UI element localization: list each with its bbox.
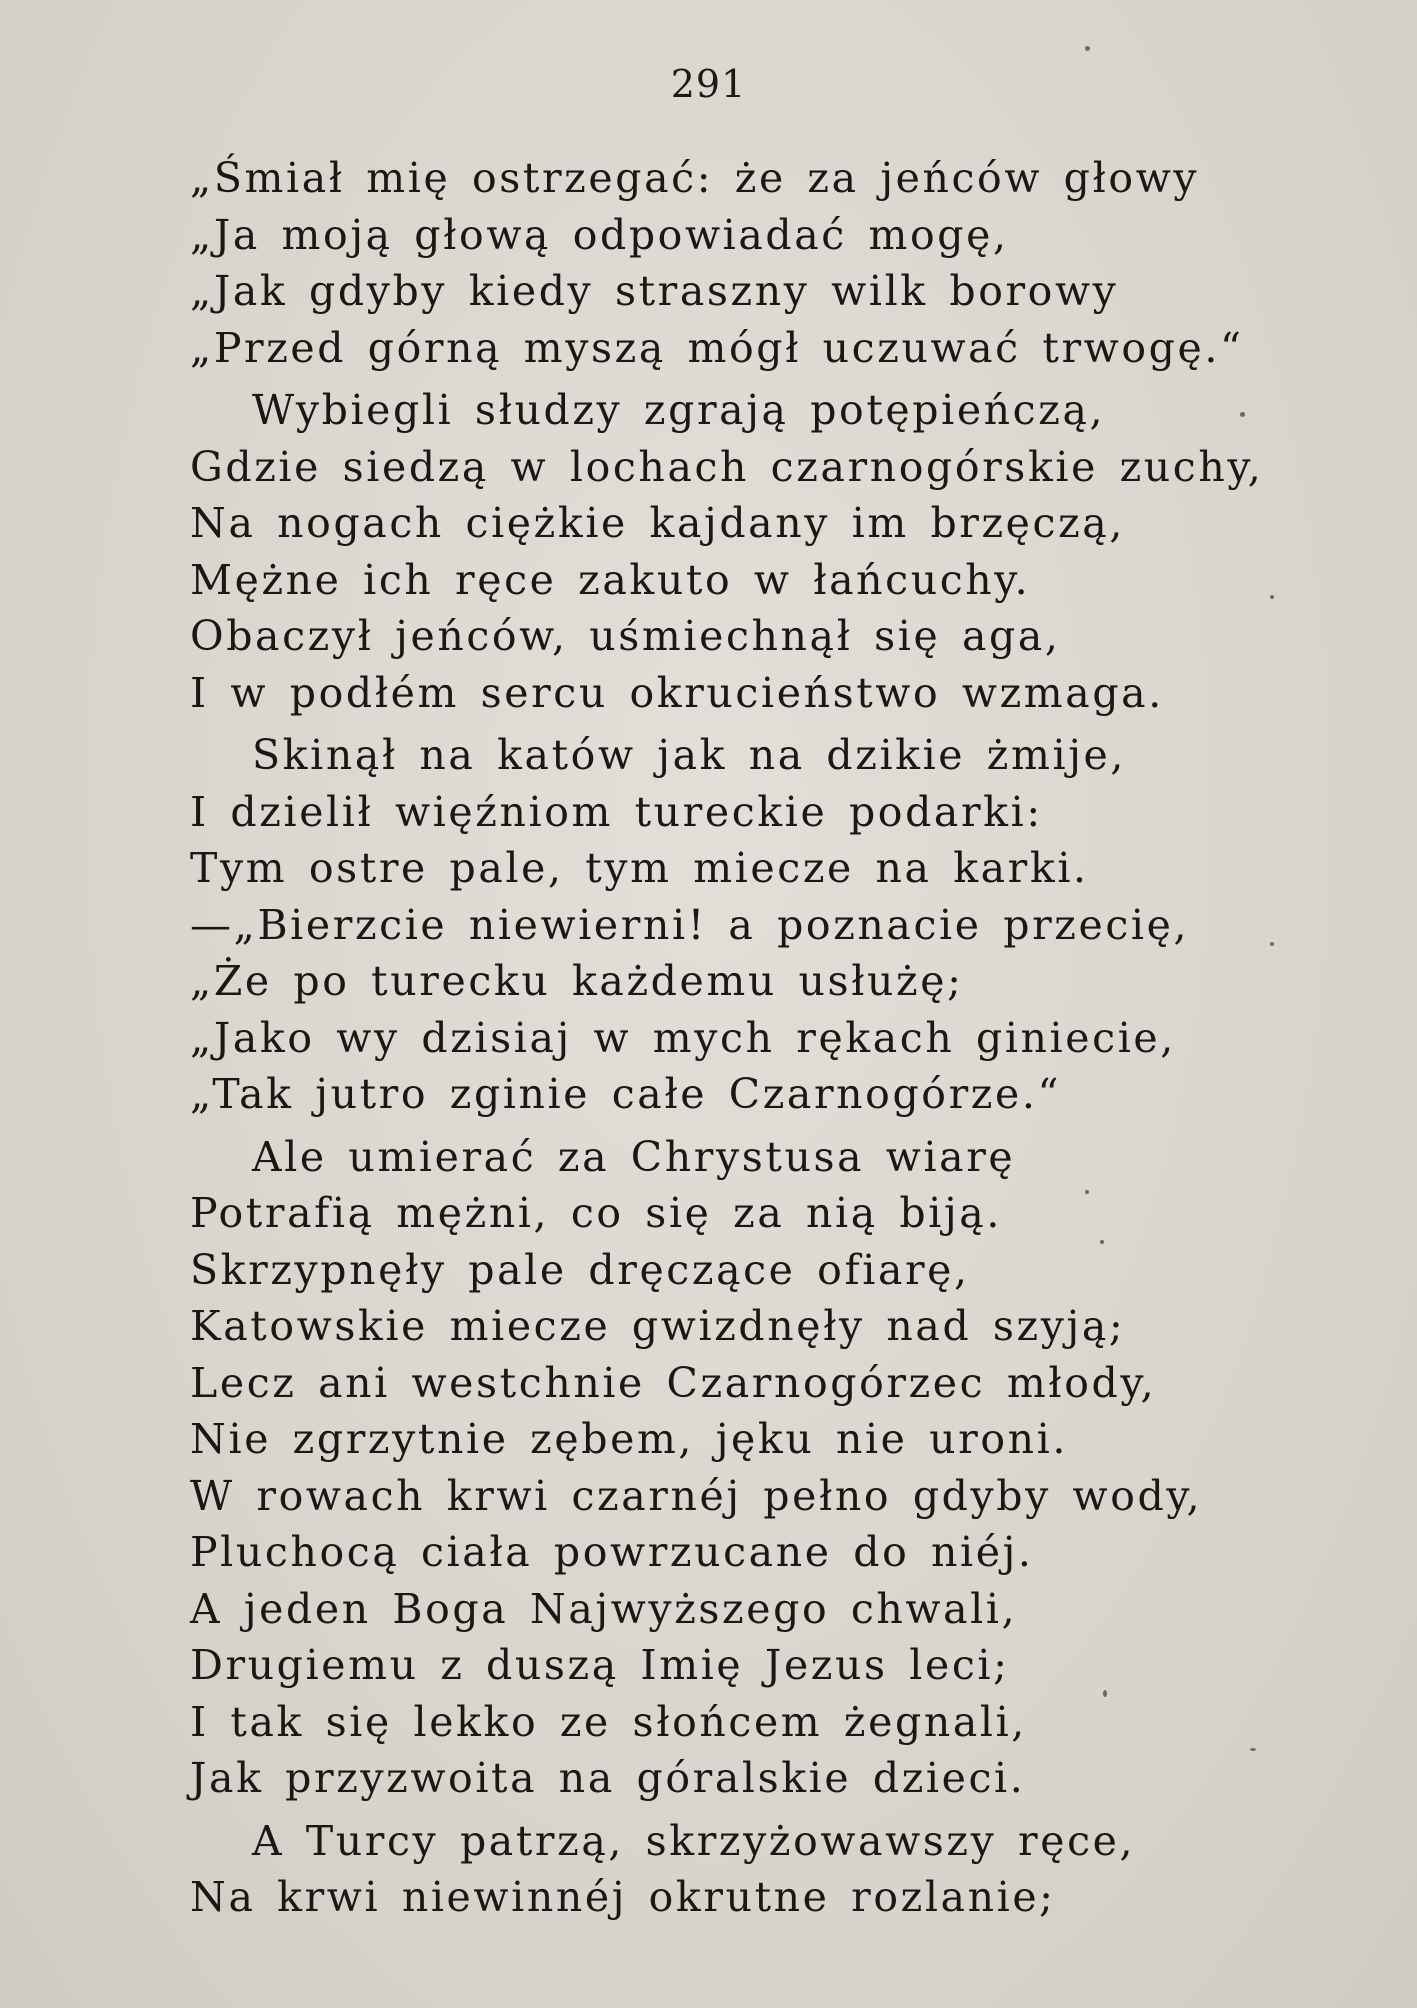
verse-line: Na krwi niewinnéj okrutne rozlanie; xyxy=(190,1873,1056,1921)
verse-line: Tym ostre pale, tym miecze na karki. xyxy=(190,844,1089,892)
page-number: 291 xyxy=(670,62,747,106)
stanza xyxy=(190,727,1310,1123)
verse-line: Lecz ani westchnie Czarnogórzec młody, xyxy=(190,1358,1157,1407)
verse-line: Katowskie miecze gwizdnęły nad szyją; xyxy=(190,1302,1126,1350)
verse-line: —„Bierzcie niewierni! a poznacie przecię, xyxy=(190,900,1190,949)
verse-line: „Przed górną myszą mógł uczuwać trwogę.“ xyxy=(190,323,1244,372)
stanza xyxy=(190,382,1310,721)
verse-line: Gdzie siedzą w lochach czarnogórskie zuchy, xyxy=(190,442,1264,491)
verse-line: Ale umierać za Chrystusa wiarę xyxy=(252,1132,1016,1181)
verse-line: Nie zgrzytnie zębem, jęku nie uroni. xyxy=(190,1415,1069,1463)
verse-line: Drugiemu z duszą Imię Jezus leci; xyxy=(190,1641,1010,1689)
paper-speck xyxy=(1103,1690,1107,1697)
stanza xyxy=(190,1813,1310,1926)
verse-line: I tak się lekko ze słońcem żegnali, xyxy=(190,1697,1027,1746)
verse-line: Wybiegli słudzy zgrają potępieńczą, xyxy=(252,386,1106,434)
verse-line: Pluchocą ciała powrzucane do niéj. xyxy=(190,1528,1034,1576)
verse-line: „Że po turecku każdemu usłużę; xyxy=(190,957,964,1005)
verse-line: W rowach krwi czarnéj pełno gdyby wody, xyxy=(190,1471,1203,1520)
stanza xyxy=(190,1129,1310,1807)
paper-speck xyxy=(1250,1748,1256,1751)
paper-speck xyxy=(1270,595,1274,599)
verse-line: Skinął na katów jak na dzikie żmije, xyxy=(252,731,1127,779)
verse-line: I w podłém sercu okrucieństwo wzmaga. xyxy=(190,668,1164,717)
verse-line: Na nogach ciężkie kajdany im brzęczą, xyxy=(190,499,1125,547)
verse-line: „Jak gdyby kiedy straszny wilk borowy xyxy=(190,267,1119,315)
verse-line: Mężne ich ręce zakuto w łańcuchy. xyxy=(190,555,1031,604)
verse-line: Obaczył jeńców, uśmiechnął się aga, xyxy=(190,612,1061,660)
paper-speck xyxy=(1270,942,1274,946)
verse-line: „Śmiał mię ostrzegać: że za jeńców głowy xyxy=(190,154,1200,202)
verse-line: I dzielił więźniom tureckie podarki: xyxy=(190,787,1043,836)
stanza xyxy=(190,150,1310,376)
verse-line: „Ja moją głową odpowiadać mogę, xyxy=(190,210,1009,259)
poem-text xyxy=(190,150,1310,1926)
paper-speck xyxy=(1100,1240,1104,1244)
verse-line: Jak przyzwoita na góralskie dzieci. xyxy=(190,1754,1026,1802)
verse-line: A Turcy patrzą, skrzyżowawszy ręce, xyxy=(252,1816,1136,1865)
paper-speck xyxy=(1085,46,1090,51)
verse-line: Skrzypnęły pale dręczące ofiarę, xyxy=(190,1245,970,1294)
verse-line: Potrafią mężni, co się za nią biją. xyxy=(190,1189,1002,1237)
verse-line: A jeden Boga Najwyższego chwali, xyxy=(190,1584,1018,1633)
paper-speck xyxy=(1085,1190,1089,1194)
paper-speck xyxy=(1240,412,1245,417)
verse-line: „Jako wy dzisiaj w mych rękach giniecie, xyxy=(190,1013,1176,1062)
verse-line: „Tak jutro zginie całe Czarnogórze.“ xyxy=(190,1070,1062,1118)
